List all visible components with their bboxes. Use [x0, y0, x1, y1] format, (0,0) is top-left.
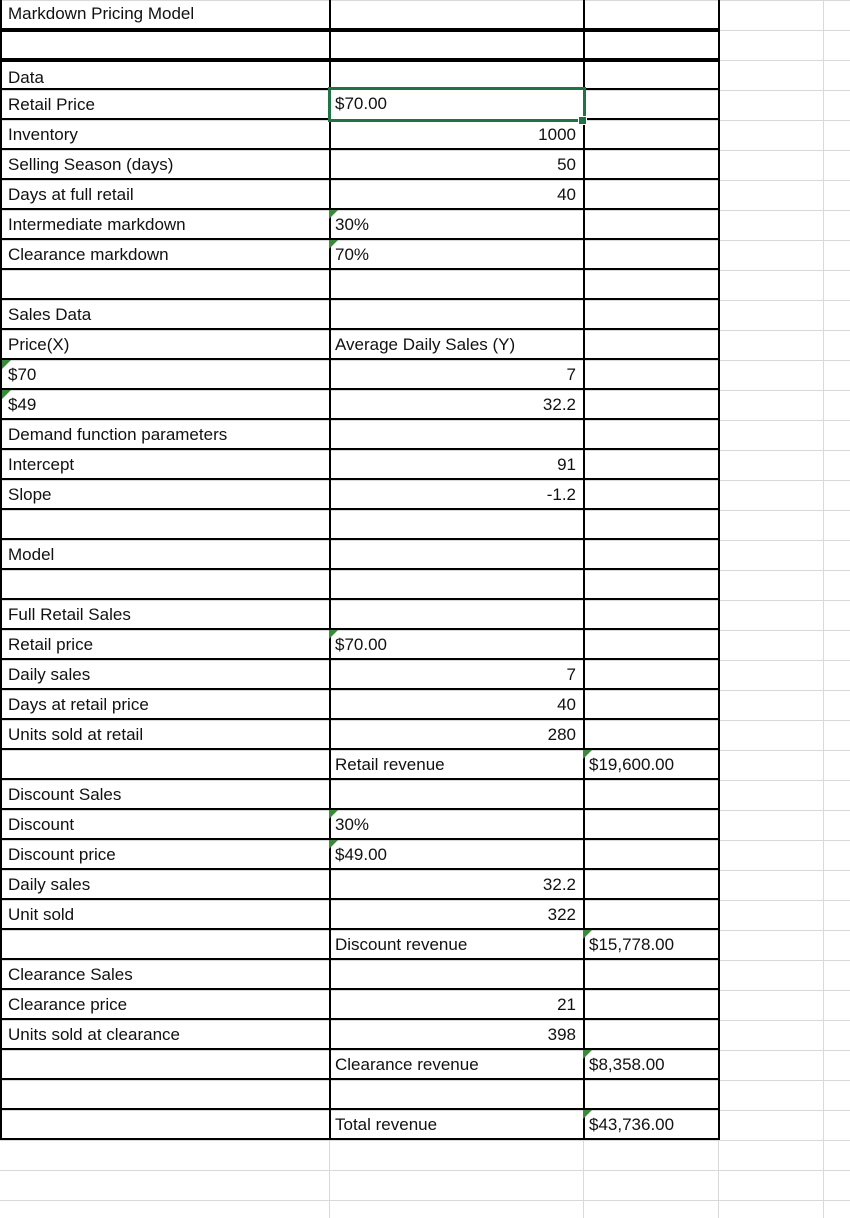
empty-cell[interactable]: [0, 930, 331, 960]
label-clearance-price[interactable]: Clearance price: [0, 990, 331, 1020]
empty-cell[interactable]: [329, 510, 585, 540]
empty-cell[interactable]: [583, 60, 720, 90]
empty-cell[interactable]: [329, 600, 585, 630]
empty-cell[interactable]: [583, 900, 720, 930]
empty-cell[interactable]: [583, 870, 720, 900]
retail-daily-sales-value[interactable]: 7: [329, 660, 585, 690]
empty-cell[interactable]: [583, 390, 720, 420]
gridline: [823, 0, 824, 1218]
empty-cell[interactable]: [329, 570, 585, 600]
label-selling-season[interactable]: Selling Season (days): [0, 150, 331, 180]
empty-cell[interactable]: [329, 780, 585, 810]
empty-cell[interactable]: [329, 960, 585, 990]
empty-cell[interactable]: [583, 780, 720, 810]
label-intercept[interactable]: Intercept: [0, 450, 331, 480]
label-retail-price[interactable]: Retail Price: [0, 90, 331, 120]
total-revenue-label[interactable]: Total revenue: [329, 1110, 585, 1140]
empty-cell[interactable]: [583, 30, 720, 60]
retail-revenue-label[interactable]: Retail revenue: [329, 750, 585, 780]
slope-value[interactable]: -1.2: [329, 480, 585, 510]
discount-price-value[interactable]: $49.00: [329, 840, 585, 870]
discount-daily-sales-value[interactable]: 32.2: [329, 870, 585, 900]
demand-params-header[interactable]: Demand function parameters: [0, 420, 331, 450]
retail-price-value-cell[interactable]: $70.00: [329, 88, 585, 121]
empty-cell[interactable]: [583, 420, 720, 450]
empty-cell[interactable]: [0, 1080, 331, 1110]
days-full-retail-value[interactable]: 40: [329, 180, 585, 210]
units-sold-clearance-value[interactable]: 398: [329, 1020, 585, 1050]
label-inventory[interactable]: Inventory: [0, 120, 331, 150]
avg-daily-sales-header[interactable]: Average Daily Sales (Y): [329, 330, 585, 360]
units-sold-retail-value[interactable]: 280: [329, 720, 585, 750]
empty-cell[interactable]: [0, 570, 331, 600]
empty-cell[interactable]: [0, 1050, 331, 1080]
gridline: [0, 1170, 850, 1171]
discount-sales-header[interactable]: Discount Sales: [0, 780, 331, 810]
empty-cell[interactable]: [583, 720, 720, 750]
empty-cell[interactable]: [583, 600, 720, 630]
intermediate-markdown-value[interactable]: 30%: [329, 210, 585, 240]
empty-cell[interactable]: [583, 810, 720, 840]
discount-revenue-value[interactable]: $15,778.00: [583, 930, 720, 960]
sales-data-header[interactable]: Sales Data: [0, 300, 331, 330]
label-units-sold-clearance[interactable]: Units sold at clearance: [0, 1020, 331, 1050]
fill-handle[interactable]: [578, 116, 587, 125]
empty-cell[interactable]: [329, 420, 585, 450]
empty-cell[interactable]: [583, 210, 720, 240]
gridline: [0, 1200, 850, 1201]
empty-cell[interactable]: [329, 60, 585, 90]
empty-cell[interactable]: [329, 0, 585, 30]
empty-cell[interactable]: [329, 270, 585, 300]
empty-cell[interactable]: [583, 960, 720, 990]
full-retail-header[interactable]: Full Retail Sales: [0, 600, 331, 630]
empty-cell[interactable]: [0, 1110, 331, 1140]
empty-cell[interactable]: [583, 180, 720, 210]
data-header[interactable]: Data: [0, 60, 331, 90]
label-unit-sold[interactable]: Unit sold: [0, 900, 331, 930]
sales-value-49[interactable]: 32.2: [329, 390, 585, 420]
empty-cell[interactable]: [583, 300, 720, 330]
empty-cell[interactable]: [583, 630, 720, 660]
sales-price-70[interactable]: $70: [0, 360, 331, 390]
discount-value[interactable]: 30%: [329, 810, 585, 840]
empty-cell[interactable]: [583, 330, 720, 360]
inventory-value[interactable]: 1000: [329, 120, 585, 150]
label-discount-daily-sales[interactable]: Daily sales: [0, 870, 331, 900]
unit-sold-value[interactable]: 322: [329, 900, 585, 930]
empty-cell[interactable]: [0, 270, 331, 300]
days-retail-price-value[interactable]: 40: [329, 690, 585, 720]
label-days-full-retail[interactable]: Days at full retail: [0, 180, 331, 210]
empty-cell[interactable]: [583, 990, 720, 1020]
sales-value-70[interactable]: 7: [329, 360, 585, 390]
empty-cell[interactable]: [583, 240, 720, 270]
label-intermediate-markdown[interactable]: Intermediate markdown: [0, 210, 331, 240]
empty-cell[interactable]: [583, 1020, 720, 1050]
intercept-value[interactable]: 91: [329, 450, 585, 480]
empty-cell[interactable]: [583, 450, 720, 480]
empty-cell[interactable]: [0, 750, 331, 780]
total-revenue-value[interactable]: $43,736.00: [583, 1110, 720, 1140]
empty-cell[interactable]: [583, 660, 720, 690]
empty-cell[interactable]: [583, 120, 720, 150]
empty-cell[interactable]: [583, 540, 720, 570]
clearance-markdown-value[interactable]: 70%: [329, 240, 585, 270]
discount-revenue-label[interactable]: Discount revenue: [329, 930, 585, 960]
label-days-retail-price[interactable]: Days at retail price: [0, 690, 331, 720]
empty-cell[interactable]: [583, 480, 720, 510]
label-discount-price[interactable]: Discount price: [0, 840, 331, 870]
model-retail-price-value[interactable]: $70.00: [329, 630, 585, 660]
empty-cell[interactable]: [583, 150, 720, 180]
sales-price-49[interactable]: $49: [0, 390, 331, 420]
empty-cell[interactable]: [0, 30, 331, 60]
label-discount[interactable]: Discount: [0, 810, 331, 840]
empty-cell[interactable]: [583, 270, 720, 300]
clearance-sales-header[interactable]: Clearance Sales: [0, 960, 331, 990]
label-units-sold-retail[interactable]: Units sold at retail: [0, 720, 331, 750]
sheet-title[interactable]: Markdown Pricing Model: [0, 0, 331, 30]
label-clearance-markdown[interactable]: Clearance markdown: [0, 240, 331, 270]
empty-cell[interactable]: [583, 90, 720, 120]
label-model-retail-price[interactable]: Retail price: [0, 630, 331, 660]
price-x-header[interactable]: Price(X): [0, 330, 331, 360]
clearance-price-value[interactable]: 21: [329, 990, 585, 1020]
empty-cell[interactable]: [329, 540, 585, 570]
model-header[interactable]: Model: [0, 540, 331, 570]
empty-cell[interactable]: [0, 510, 331, 540]
empty-cell[interactable]: [583, 510, 720, 540]
selling-season-value[interactable]: 50: [329, 150, 585, 180]
empty-cell[interactable]: [329, 1080, 585, 1110]
gridline: [0, 1140, 850, 1141]
empty-cell[interactable]: [583, 360, 720, 390]
empty-cell[interactable]: [583, 840, 720, 870]
clearance-revenue-label[interactable]: Clearance revenue: [329, 1050, 585, 1080]
empty-cell[interactable]: [583, 0, 720, 30]
empty-cell[interactable]: [329, 30, 585, 60]
empty-cell[interactable]: [583, 570, 720, 600]
label-retail-daily-sales[interactable]: Daily sales: [0, 660, 331, 690]
retail-revenue-value[interactable]: $19,600.00: [583, 750, 720, 780]
label-slope[interactable]: Slope: [0, 480, 331, 510]
empty-cell[interactable]: [329, 300, 585, 330]
clearance-revenue-value[interactable]: $8,358.00: [583, 1050, 720, 1080]
empty-cell[interactable]: [583, 690, 720, 720]
empty-cell[interactable]: [583, 1080, 720, 1110]
